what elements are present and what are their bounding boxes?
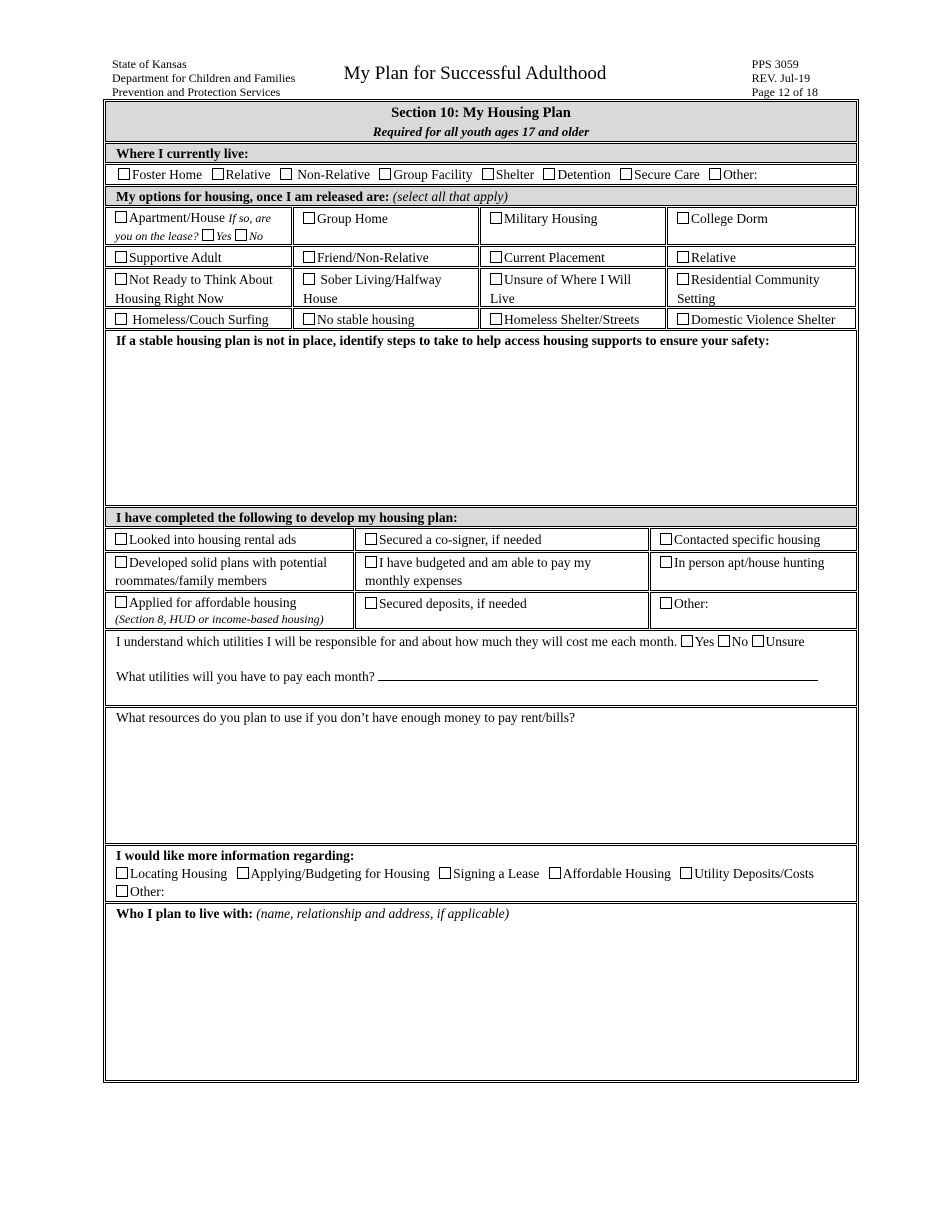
housing-options-row-2	[105, 246, 857, 267]
checkbox[interactable]	[677, 251, 689, 263]
checkbox[interactable]	[490, 251, 502, 263]
checkbox[interactable]	[115, 596, 127, 608]
utilities-unsure-label: Unsure	[765, 634, 805, 649]
utilities-yes-checkbox[interactable]	[681, 635, 693, 647]
option-detention[interactable]	[543, 167, 610, 182]
option-friend-non-relative[interactable]	[293, 246, 479, 267]
agency-department: Department for Children and Families	[112, 71, 296, 85]
housing-plan-form	[103, 99, 859, 1083]
option-not-ready[interactable]	[105, 268, 292, 307]
utilities-question: What utilities will you have to pay each month?	[116, 669, 375, 684]
option-label: Developed solid plans with potential roommates/family members	[115, 555, 327, 588]
checkbox[interactable]	[365, 533, 377, 545]
option-label: Group Facility	[393, 167, 473, 182]
option-other[interactable]	[709, 167, 758, 182]
option-college-dorm[interactable]	[667, 207, 856, 245]
option-label: Relative	[691, 250, 736, 265]
checkbox[interactable]	[549, 867, 561, 879]
info-other[interactable]	[116, 884, 165, 899]
option-label: College Dorm	[691, 211, 768, 226]
housing-options-hint: (select all that apply)	[392, 189, 508, 204]
agency-state: State of Kansas	[112, 57, 187, 71]
page-header	[112, 57, 838, 99]
option-rental-ads[interactable]	[105, 528, 354, 551]
info-utility-deposits[interactable]	[680, 866, 814, 881]
affordable-housing-note: (Section 8, HUD or income-based housing)	[115, 612, 324, 626]
checkbox[interactable]	[115, 556, 127, 568]
option-military-housing[interactable]	[480, 207, 666, 245]
option-label: Secure Care	[634, 167, 700, 182]
completed-row-2	[105, 552, 857, 591]
option-label: Not Ready to Think About Housing Right Now	[115, 272, 273, 306]
lease-no-checkbox[interactable]	[235, 229, 247, 241]
page-number: Page 12 of 18	[751, 85, 818, 99]
checkbox[interactable]	[118, 168, 130, 180]
checkbox[interactable]	[280, 168, 292, 180]
resources-box[interactable]	[105, 707, 857, 844]
checkbox[interactable]	[680, 867, 692, 879]
more-info-label: I would like more information regarding:	[116, 848, 355, 863]
utilities-yes-label: Yes	[694, 634, 715, 649]
live-with-label: Who I plan to live with:	[116, 906, 253, 921]
current-living-options	[105, 164, 857, 185]
housing-options-label	[105, 186, 857, 206]
option-contacted-housing[interactable]	[650, 528, 857, 551]
option-no-stable-housing[interactable]	[293, 308, 479, 329]
option-unsure[interactable]	[480, 268, 666, 307]
option-label: Contacted specific housing	[674, 532, 821, 547]
info-applying-budgeting[interactable]	[237, 866, 430, 881]
checkbox[interactable]	[490, 313, 502, 325]
option-budgeted[interactable]	[355, 552, 649, 591]
form-id-block	[752, 57, 818, 99]
option-label: Homeless/Couch Surfing	[132, 312, 269, 327]
option-label: Current Placement	[504, 250, 605, 265]
form-number: PPS 3059	[751, 57, 799, 71]
section-subtitle: Required for all youth ages 17 and older	[372, 124, 590, 139]
checkbox[interactable]	[365, 597, 377, 609]
checkbox[interactable]	[490, 212, 502, 224]
option-label: Shelter	[495, 167, 535, 182]
checkbox[interactable]	[115, 533, 127, 545]
checkbox[interactable]	[303, 212, 315, 224]
option-sober-living[interactable]	[293, 268, 479, 307]
checkbox[interactable]	[439, 867, 451, 879]
option-label: Military Housing	[504, 211, 598, 226]
option-house-hunting[interactable]	[650, 552, 857, 591]
option-label: Supportive Adult	[129, 250, 222, 265]
checkbox[interactable]	[543, 168, 555, 180]
info-signing-lease[interactable]	[439, 866, 539, 881]
form-revision: REV. Jul-19	[751, 71, 811, 85]
housing-options-row-1	[105, 207, 857, 245]
section-title: Section 10: My Housing Plan	[391, 105, 571, 121]
option-domestic-violence-shelter[interactable]	[667, 308, 856, 329]
live-with-hint: (name, relationship and address, if applicable)	[256, 906, 510, 921]
current-living-label: Where I currently live:	[105, 143, 857, 163]
option-label: Sober Living/Halfway House	[303, 272, 442, 306]
option-group-home[interactable]	[293, 207, 479, 245]
safety-steps-box[interactable]	[105, 330, 857, 506]
option-label: No stable housing	[317, 312, 415, 327]
option-label: Domestic Violence Shelter	[691, 312, 836, 327]
resources-prompt: What resources do you plan to use if you don’t have enough money to pay rent/bills?	[116, 710, 576, 725]
checkbox[interactable]	[115, 313, 127, 325]
checkbox[interactable]	[490, 273, 502, 285]
housing-options-title: My options for housing, once I am released are:	[116, 189, 390, 204]
option-label: Locating Housing	[130, 866, 228, 881]
completed-label: I have completed the following to develop my housing plan:	[105, 507, 857, 527]
option-apartment-house[interactable]	[105, 207, 292, 245]
option-label: Non-Relative	[297, 167, 370, 182]
option-label: Detention	[557, 167, 611, 182]
completed-row-3	[105, 592, 857, 629]
option-completed-other[interactable]	[650, 592, 857, 629]
utilities-no-label: No	[731, 634, 749, 649]
housing-options-row-4	[105, 308, 857, 329]
option-supportive-adult[interactable]	[105, 246, 292, 267]
lease-yes-label: Yes	[216, 229, 232, 243]
option-label: Foster Home	[132, 167, 203, 182]
option-label: Friend/Non-Relative	[317, 250, 429, 265]
lease-no-label: No	[248, 229, 263, 243]
option-residential-community[interactable]	[667, 268, 856, 307]
option-label: Signing a Lease	[453, 866, 540, 881]
utilities-statement: I understand which utilities I will be responsible for and about how much they will cost me each month.	[116, 634, 678, 649]
option-deposits[interactable]	[355, 592, 649, 629]
option-non-relative[interactable]	[280, 167, 370, 182]
info-locating-housing[interactable]	[116, 866, 227, 881]
option-homeless-couch[interactable]	[105, 308, 292, 329]
option-label: Other:	[723, 167, 758, 182]
form-title: My Plan for Successful Adulthood	[343, 63, 607, 84]
option-label: Applied for affordable housing	[129, 595, 297, 610]
checkbox[interactable]	[212, 168, 224, 180]
option-label: Apartment/House	[129, 210, 225, 225]
checkbox[interactable]	[709, 168, 721, 180]
option-label: In person apt/house hunting	[674, 555, 825, 570]
option-label: Relative	[225, 167, 271, 182]
checkbox[interactable]	[237, 867, 249, 879]
checkbox[interactable]	[620, 168, 632, 180]
checkbox[interactable]	[379, 168, 391, 180]
completed-row-1	[105, 528, 857, 551]
option-label: Residential Community Setting	[677, 272, 820, 306]
utilities-box	[105, 630, 857, 706]
option-label: Group Home	[317, 211, 388, 226]
lease-question-part-2: you on the lease?	[115, 229, 199, 243]
checkbox[interactable]	[303, 273, 315, 285]
option-relative[interactable]	[212, 167, 271, 182]
checkbox[interactable]	[115, 211, 127, 223]
checkbox[interactable]	[115, 251, 127, 263]
checkbox[interactable]	[365, 556, 377, 568]
safety-steps-prompt: If a stable housing plan is not in place, identify steps to take to help access housing supports to ensure your safety:	[116, 333, 770, 348]
lease-yes-checkbox[interactable]	[202, 229, 214, 241]
option-label: Homeless Shelter/Streets	[504, 312, 640, 327]
option-label: Other:	[130, 884, 165, 899]
checkbox[interactable]	[116, 867, 128, 879]
checkbox[interactable]	[677, 212, 689, 224]
lease-question-part-1: If so, are	[228, 211, 271, 225]
option-label: Other:	[674, 596, 709, 611]
option-co-signer[interactable]	[355, 528, 649, 551]
checkbox[interactable]	[303, 251, 315, 263]
checkbox[interactable]	[115, 273, 127, 285]
live-with-box[interactable]	[105, 903, 857, 1081]
utilities-unsure-checkbox[interactable]	[752, 635, 764, 647]
option-current-placement[interactable]	[480, 246, 666, 267]
option-label: Unsure of Where I Will Live	[490, 272, 632, 306]
utilities-answer-line[interactable]	[378, 668, 818, 681]
checkbox[interactable]	[660, 533, 672, 545]
checkbox[interactable]	[660, 597, 672, 609]
checkbox[interactable]	[677, 313, 689, 325]
checkbox[interactable]	[660, 556, 672, 568]
option-label: Secured a co-signer, if needed	[379, 532, 542, 547]
option-roommate-plans[interactable]	[105, 552, 354, 591]
agency-division: Prevention and Protection Services	[112, 85, 281, 99]
option-label: Secured deposits, if needed	[379, 596, 527, 611]
option-label: Applying/Budgeting for Housing	[250, 866, 430, 881]
more-info-box	[105, 845, 857, 902]
utilities-no-checkbox[interactable]	[718, 635, 730, 647]
option-foster-home[interactable]	[118, 167, 202, 182]
option-relative-housing[interactable]	[667, 246, 856, 267]
option-label: I have budgeted and am able to pay my monthly expenses	[365, 555, 592, 588]
option-secure-care[interactable]	[620, 167, 700, 182]
housing-options-row-3	[105, 268, 857, 307]
option-label: Utility Deposits/Costs	[694, 866, 814, 881]
option-label: Affordable Housing	[562, 866, 671, 881]
info-affordable-housing[interactable]	[549, 866, 671, 881]
checkbox[interactable]	[482, 168, 494, 180]
option-homeless-shelter[interactable]	[480, 308, 666, 329]
checkbox[interactable]	[116, 885, 128, 897]
option-group-facility[interactable]	[379, 167, 472, 182]
checkbox[interactable]	[677, 273, 689, 285]
section-heading	[105, 101, 857, 142]
option-shelter[interactable]	[482, 167, 534, 182]
option-affordable-housing[interactable]	[105, 592, 354, 629]
option-label: Looked into housing rental ads	[129, 532, 297, 547]
checkbox[interactable]	[303, 313, 315, 325]
